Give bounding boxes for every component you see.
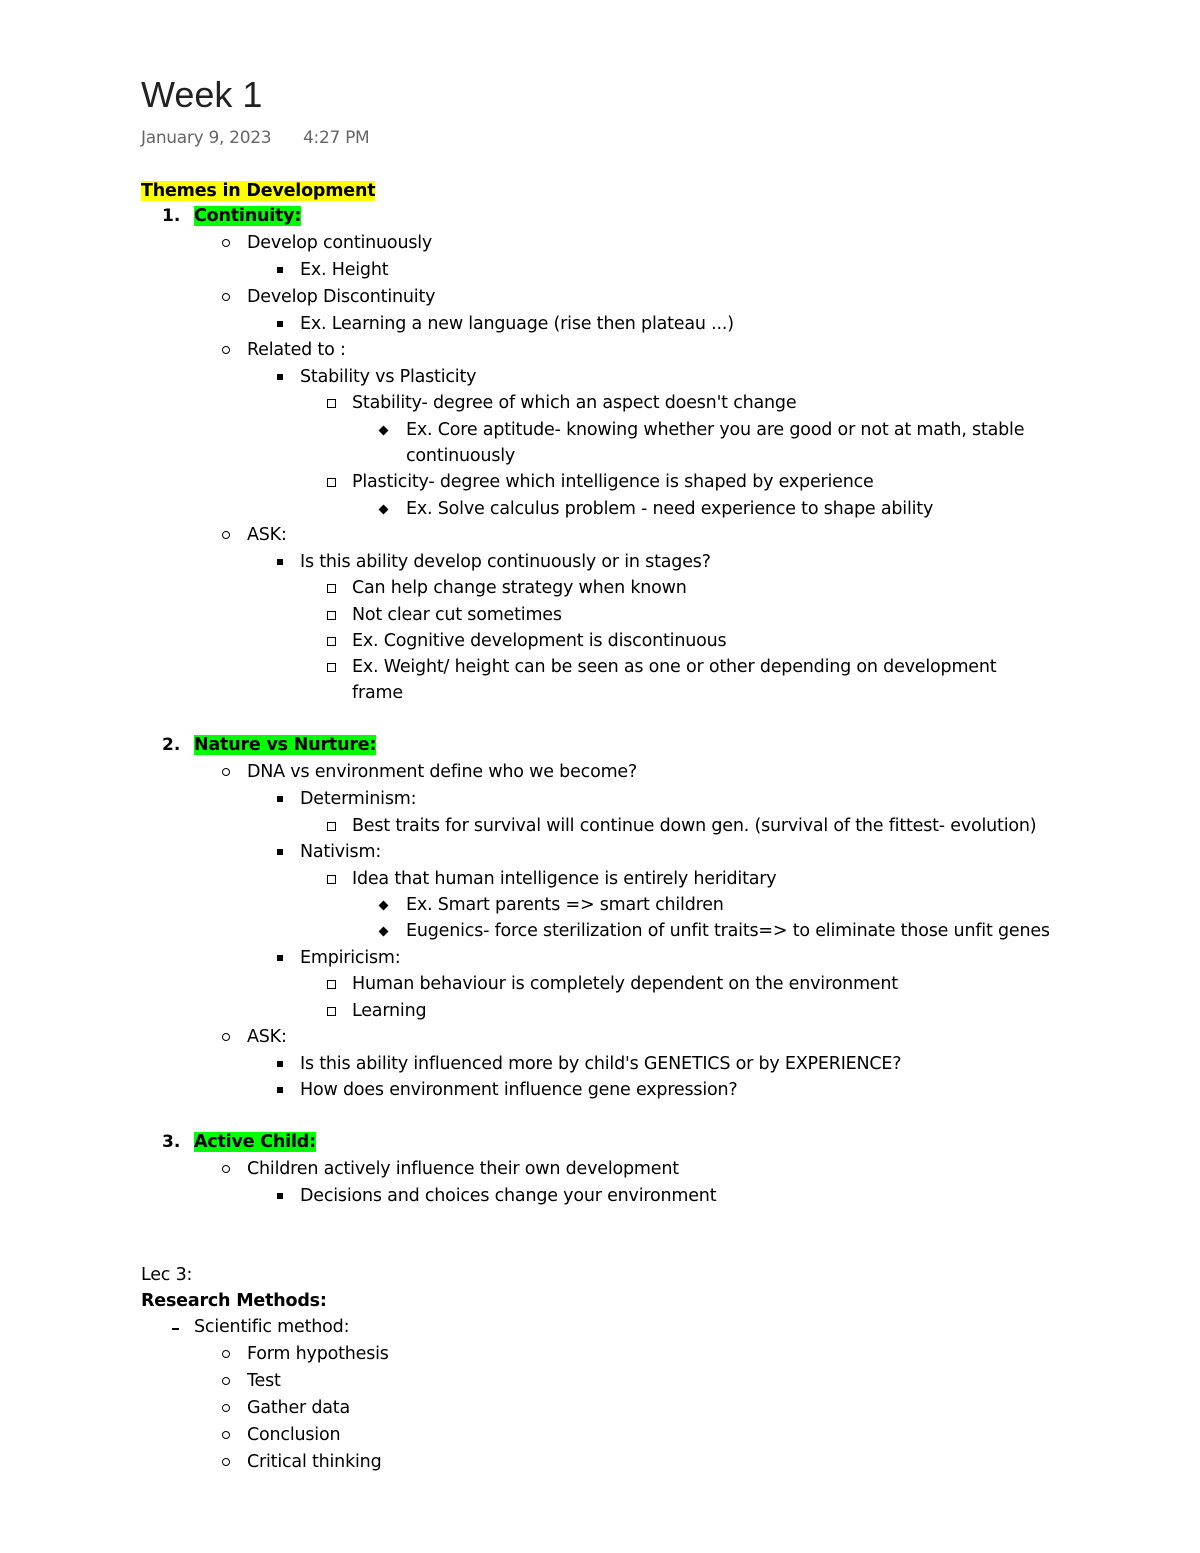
note-date: January 9, 2023 xyxy=(141,128,272,148)
list-item: Ex. Core aptitude- knowing whether you are good or not at math, stable xyxy=(406,420,1025,440)
list-item-continued: continuously xyxy=(406,446,516,466)
circle-bullet-icon xyxy=(222,239,230,247)
list-item: ASK: xyxy=(247,525,287,545)
square-bullet-icon xyxy=(277,1061,283,1067)
circle-bullet-icon xyxy=(222,1350,230,1358)
square-bullet-icon xyxy=(277,321,283,327)
dash-bullet-icon xyxy=(172,1328,179,1330)
square-bullet-icon xyxy=(277,374,283,380)
section-3-number: 3. xyxy=(162,1132,181,1152)
list-item: Nativism: xyxy=(300,842,382,862)
section-1-number: 1. xyxy=(162,206,181,226)
list-item: Ex. Smart parents => smart children xyxy=(406,895,724,915)
square-bullet-icon xyxy=(277,849,283,855)
circle-bullet-icon xyxy=(222,1377,230,1385)
diamond-bullet-icon xyxy=(379,505,389,515)
list-item: Eugenics- force sterilization of unfit traits=> to eliminate those unfit genes xyxy=(406,921,1050,941)
open-square-bullet-icon xyxy=(327,399,336,408)
research-methods-heading: Research Methods: xyxy=(141,1291,327,1311)
circle-bullet-icon xyxy=(222,768,230,776)
list-item: Ex. Height xyxy=(300,260,389,280)
list-item: Human behaviour is completely dependent on the environment xyxy=(352,974,898,994)
open-square-bullet-icon xyxy=(327,478,336,487)
square-bullet-icon xyxy=(277,1087,283,1093)
list-item: Children actively influence their own development xyxy=(247,1159,679,1179)
list-item: Not clear cut sometimes xyxy=(352,605,562,625)
section-2-title: Nature vs Nurture: xyxy=(194,735,377,755)
list-item: Related to : xyxy=(247,340,346,360)
circle-bullet-icon xyxy=(222,1033,230,1041)
open-square-bullet-icon xyxy=(327,663,336,672)
list-item: Learning xyxy=(352,1001,427,1021)
list-item: Is this ability develop continuously or in stages? xyxy=(300,552,711,572)
open-square-bullet-icon xyxy=(327,980,336,989)
circle-bullet-icon xyxy=(222,531,230,539)
list-item: Ex. Cognitive development is discontinuous xyxy=(352,631,727,651)
open-square-bullet-icon xyxy=(327,822,336,831)
square-bullet-icon xyxy=(277,796,283,802)
list-item: Best traits for survival will continue down gen. (survival of the fittest- evolution) xyxy=(352,816,1037,836)
section-3-title: Active Child: xyxy=(194,1132,316,1152)
circle-bullet-icon xyxy=(222,1431,230,1439)
list-item: Develop Discontinuity xyxy=(247,287,436,307)
themes-heading: Themes in Development xyxy=(141,181,376,201)
circle-bullet-icon xyxy=(222,293,230,301)
note-time: 4:27 PM xyxy=(303,128,370,148)
list-item: Develop continuously xyxy=(247,233,433,253)
list-item: Can help change strategy when known xyxy=(352,578,687,598)
list-item: Determinism: xyxy=(300,789,417,809)
open-square-bullet-icon xyxy=(327,637,336,646)
circle-bullet-icon xyxy=(222,346,230,354)
list-item: Idea that human intelligence is entirely heriditary xyxy=(352,869,777,889)
list-item: Empiricism: xyxy=(300,948,401,968)
list-item: Ex. Learning a new language (rise then plateau ...) xyxy=(300,314,734,334)
section-1-title: Continuity: xyxy=(194,206,302,226)
list-item: DNA vs environment define who we become? xyxy=(247,762,638,782)
list-item: How does environment influence gene expression? xyxy=(300,1080,738,1100)
circle-bullet-icon xyxy=(222,1404,230,1412)
circle-bullet-icon xyxy=(222,1165,230,1173)
open-square-bullet-icon xyxy=(327,875,336,884)
list-item: Stability vs Plasticity xyxy=(300,367,477,387)
page-title: Week 1 xyxy=(141,74,263,115)
square-bullet-icon xyxy=(277,267,283,273)
lecture-label: Lec 3: xyxy=(141,1265,193,1285)
section-2-number: 2. xyxy=(162,735,181,755)
list-item-continued: frame xyxy=(352,683,403,703)
list-item: Is this ability influenced more by child's GENETICS or by EXPERIENCE? xyxy=(300,1054,902,1074)
open-square-bullet-icon xyxy=(327,1007,336,1016)
list-item: Test xyxy=(247,1371,281,1391)
square-bullet-icon xyxy=(277,955,283,961)
list-item: Gather data xyxy=(247,1398,350,1418)
list-item: Stability- degree of which an aspect doesn't change xyxy=(352,393,797,413)
diamond-bullet-icon xyxy=(379,426,389,436)
open-square-bullet-icon xyxy=(327,584,336,593)
list-item: Form hypothesis xyxy=(247,1344,389,1364)
list-item: Scientific method: xyxy=(194,1317,350,1337)
square-bullet-icon xyxy=(277,1193,283,1199)
diamond-bullet-icon xyxy=(379,927,389,937)
list-item: Ex. Solve calculus problem - need experience to shape ability xyxy=(406,499,934,519)
list-item: Critical thinking xyxy=(247,1452,382,1472)
list-item: Decisions and choices change your environment xyxy=(300,1186,717,1206)
list-item: Ex. Weight/ height can be seen as one or other depending on development xyxy=(352,657,997,677)
open-square-bullet-icon xyxy=(327,611,336,620)
circle-bullet-icon xyxy=(222,1458,230,1466)
list-item: Conclusion xyxy=(247,1425,341,1445)
list-item: ASK: xyxy=(247,1027,287,1047)
list-item: Plasticity- degree which intelligence is shaped by experience xyxy=(352,472,874,492)
diamond-bullet-icon xyxy=(379,901,389,911)
square-bullet-icon xyxy=(277,559,283,565)
